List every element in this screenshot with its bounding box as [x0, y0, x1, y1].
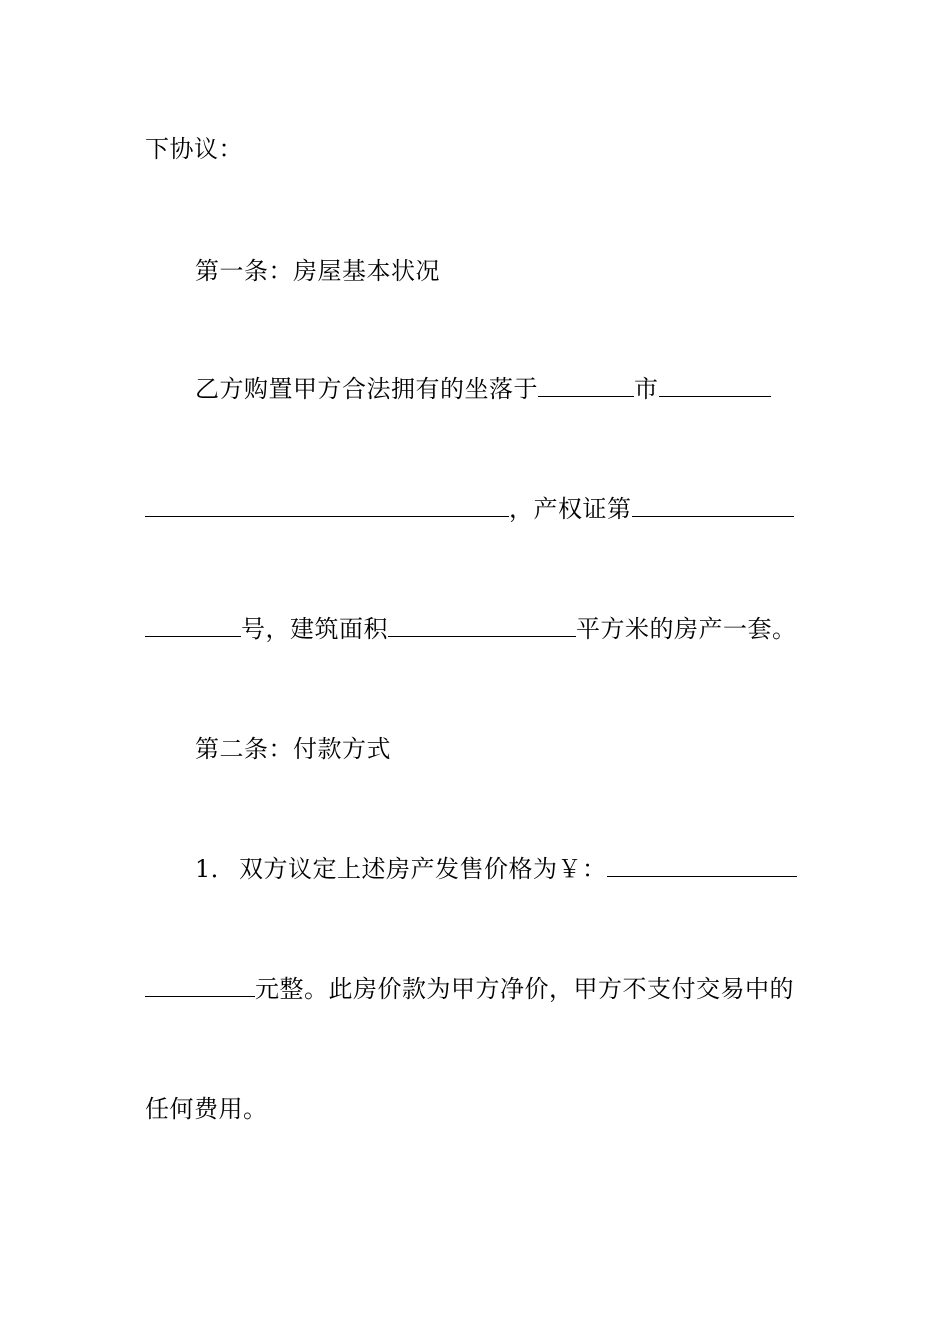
certificate-number-blank-1[interactable] [632, 494, 794, 517]
article-2-item-1-line-3 [145, 1094, 807, 1124]
article-1-text-d: 号，建筑面积 [241, 615, 388, 643]
item-number: 1． [195, 855, 236, 883]
intro-line [145, 134, 807, 164]
article-1-paragraph-line-3 [145, 614, 807, 644]
article-1-text-b: 市 [634, 375, 659, 403]
article-2-text-c: 任何费用。 [145, 1095, 268, 1123]
city-blank[interactable] [538, 374, 634, 397]
article-1-paragraph-line-1 [195, 374, 807, 404]
article-1-text-a: 乙方购置甲方合法拥有的坐落于 [195, 375, 538, 403]
article-1-heading-text: 第一条：房屋基本状况 [195, 257, 440, 285]
article-1-heading [195, 256, 807, 286]
price-blank-1[interactable] [607, 854, 797, 877]
address-blank-1[interactable] [659, 374, 771, 397]
area-blank[interactable] [388, 614, 576, 637]
article-1-text-c: ，产权证第 [509, 495, 632, 523]
article-1-paragraph-line-2 [145, 494, 807, 524]
article-2-heading-text: 第二条：付款方式 [195, 735, 391, 763]
article-2-item-1-line-2 [145, 974, 807, 1004]
address-blank-2[interactable] [145, 494, 509, 517]
price-blank-2[interactable] [145, 974, 255, 997]
article-2-text-b: 元整。此房价款为甲方净价，甲方不支付交易中的 [255, 975, 794, 1003]
intro-text: 下协议： [145, 135, 243, 163]
article-2-item-1-line-1 [195, 854, 807, 884]
article-2-text-a: 双方议定上述房产发售价格为￥： [239, 855, 607, 883]
article-2-heading [195, 734, 807, 764]
certificate-number-blank-2[interactable] [145, 614, 241, 637]
article-1-text-e: 平方米的房产一套。 [576, 615, 797, 643]
